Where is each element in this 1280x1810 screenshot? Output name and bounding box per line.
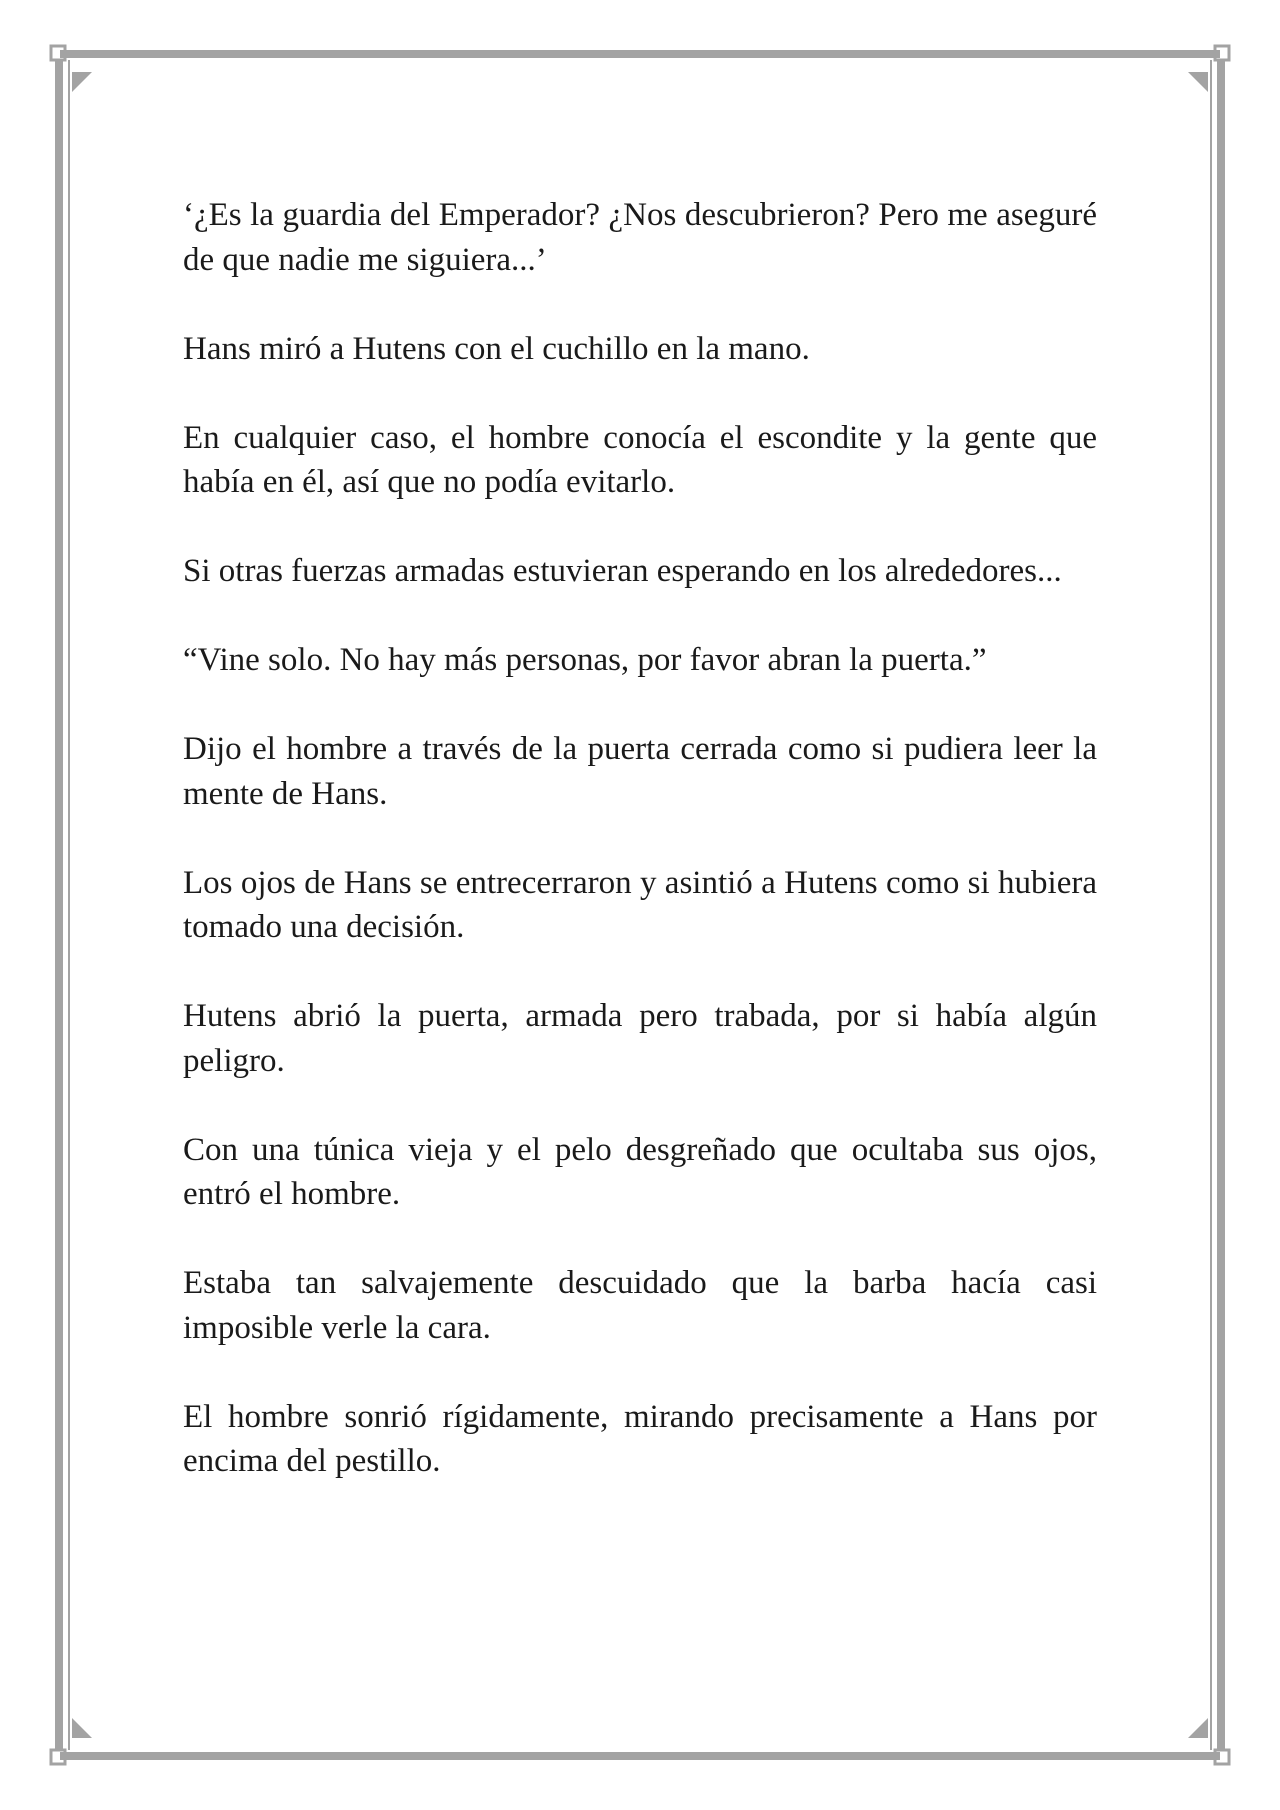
triangle-corner-icon [72, 1718, 92, 1738]
paragraph: El hombre sonrió rígidamente, mirando precisamente a Hans por encima del pestillo. [183, 1398, 1097, 1479]
document-body [183, 193, 1097, 1528]
triangle-corner-icon [72, 72, 92, 92]
triangle-corner-icon [1188, 1718, 1208, 1738]
paragraph: “Vine solo. No hay más personas, por favor abran la puerta.” [183, 642, 987, 678]
paragraph: Hutens abrió la puerta, armada pero trabada, por si había algún peligro. [183, 998, 1097, 1079]
paragraph: ‘¿Es la guardia del Emperador? ¿Nos descubrieron? Pero me aseguré de que nadie me siguiera...’ [183, 197, 1097, 278]
triangle-corner-icon [1188, 72, 1208, 92]
paragraph: Los ojos de Hans se entrecerraron y asintió a Hutens como si hubiera tomado una decisión. [183, 864, 1097, 945]
paragraph: Con una túnica vieja y el pelo desgreñado que ocultaba sus ojos, entró el hombre. [183, 1131, 1097, 1212]
paragraph: En cualquier caso, el hombre conocía el escondite y la gente que había en él, así que no podía evitarlo. [183, 419, 1097, 500]
paragraph: Hans miró a Hutens con el cuchillo en la mano. [183, 330, 810, 367]
paragraph: Estaba tan salvajemente descuidado que la barba hacía casi imposible verle la cara. [183, 1265, 1097, 1346]
paragraph: Si otras fuerzas armadas estuvieran esperando en los alrededores... [183, 553, 1062, 589]
paragraph: Dijo el hombre a través de la puerta cerrada como si pudiera leer la mente de Hans. [183, 731, 1097, 812]
